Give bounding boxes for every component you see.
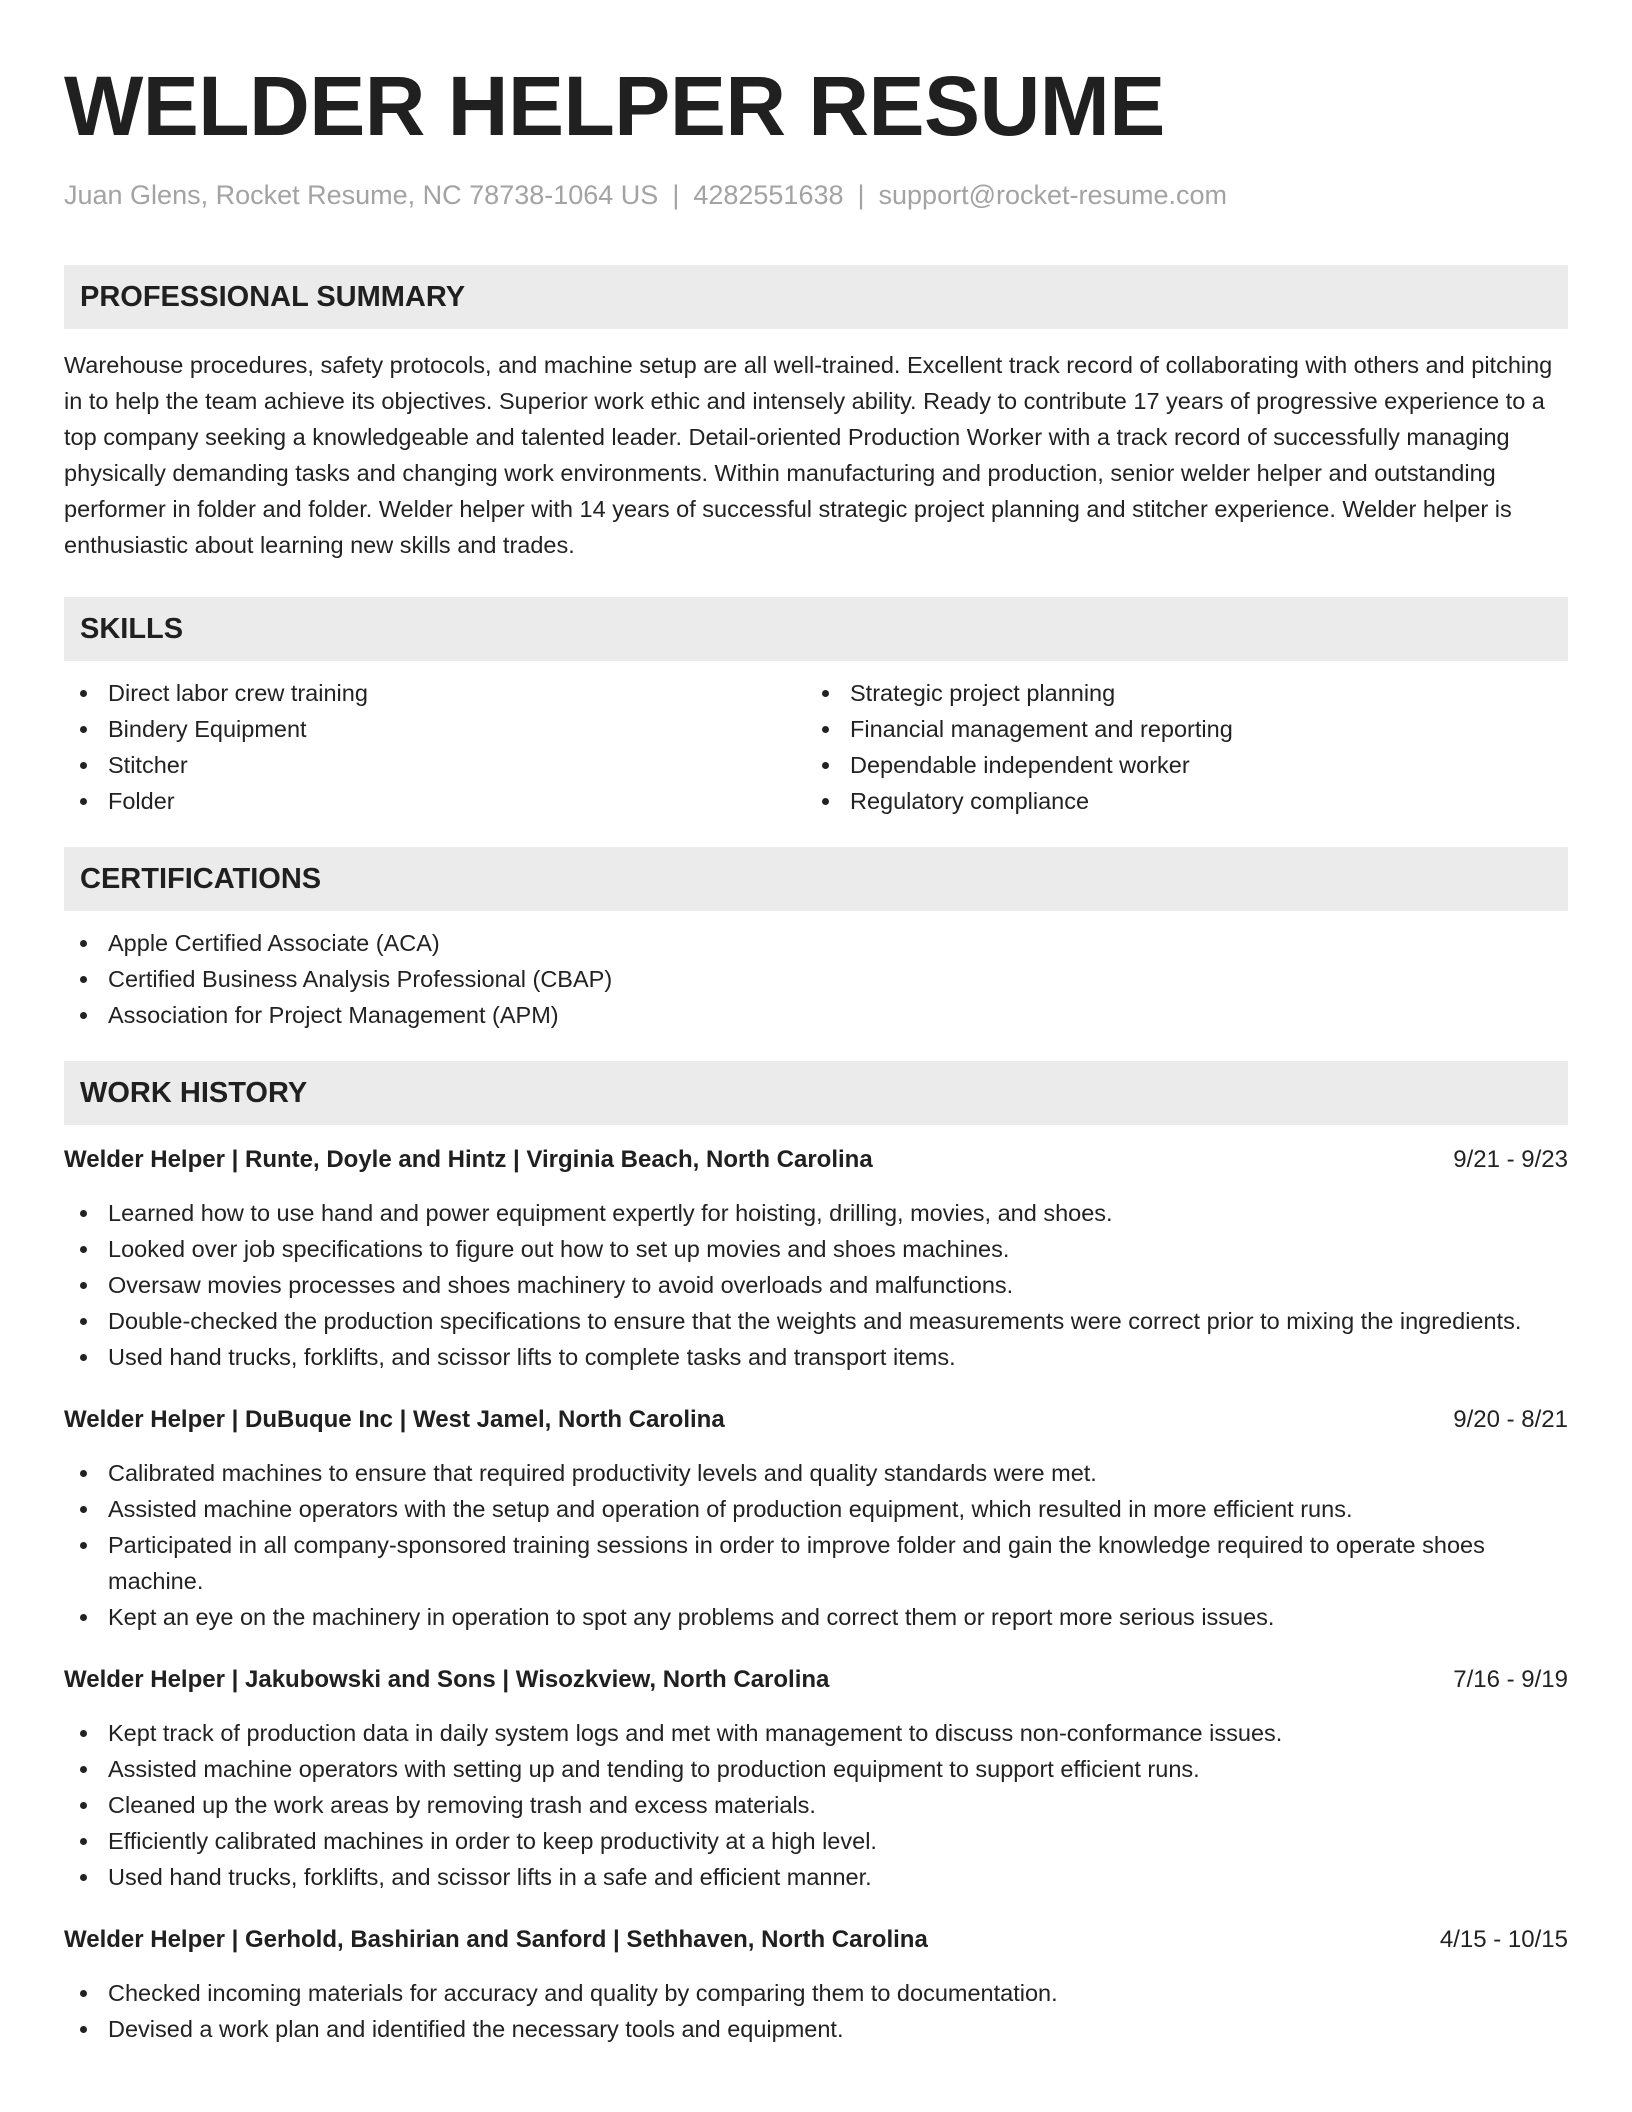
job-bullets	[64, 1975, 1568, 2047]
certifications-list	[64, 925, 1568, 1033]
job-dates: 7/16 - 9/19	[1453, 1666, 1568, 1693]
skill-item: Folder	[64, 783, 806, 819]
certification-item: Apple Certified Associate (ACA)	[64, 925, 1568, 961]
skill-item: Bindery Equipment	[64, 711, 806, 747]
contact-separator: |	[857, 180, 865, 210]
job-title: Welder Helper | DuBuque Inc | West Jamel, North Carolina	[64, 1406, 725, 1433]
job-bullet: Checked incoming materials for accuracy and quality by comparing them to documentation.	[64, 1975, 1568, 2011]
skill-item: Strategic project planning	[806, 675, 1548, 711]
job-header	[64, 1143, 1568, 1177]
certifications-heading: CERTIFICATIONS	[64, 847, 1568, 911]
job-bullet: Kept an eye on the machinery in operation to spot any problems and correct them or report more serious issues.	[64, 1599, 1568, 1635]
resume-page	[64, 0, 1568, 2047]
job-entry	[64, 1143, 1568, 1375]
job-title: Welder Helper | Jakubowski and Sons | Wisozkview, North Carolina	[64, 1666, 830, 1693]
job-bullet: Used hand trucks, forklifts, and scissor lifts to complete tasks and transport items.	[64, 1339, 1568, 1375]
job-bullets	[64, 1455, 1568, 1635]
skill-item: Direct labor crew training	[64, 675, 806, 711]
job-title: Welder Helper | Runte, Doyle and Hintz | Virginia Beach, North Carolina	[64, 1146, 873, 1173]
job-bullets	[64, 1715, 1568, 1895]
job-header	[64, 1663, 1568, 1697]
job-bullet: Assisted machine operators with the setup and operation of production equipment, which resulted in more efficient runs.	[64, 1491, 1568, 1527]
contact-line	[64, 178, 1568, 212]
contact-email: support@rocket-resume.com	[878, 180, 1228, 210]
job-bullet: Used hand trucks, forklifts, and scissor lifts in a safe and efficient manner.	[64, 1859, 1568, 1895]
skill-item: Regulatory compliance	[806, 783, 1548, 819]
contact-phone: 4282551638	[693, 180, 844, 210]
contact-address: Juan Glens, Rocket Resume, NC 78738-1064 US	[64, 180, 659, 210]
job-bullet: Learned how to use hand and power equipment expertly for hoisting, drilling, movies, and shoes.	[64, 1195, 1568, 1231]
contact-separator: |	[672, 180, 680, 210]
job-bullet: Cleaned up the work areas by removing trash and excess materials.	[64, 1787, 1568, 1823]
job-bullets	[64, 1195, 1568, 1375]
job-bullet: Devised a work plan and identified the necessary tools and equipment.	[64, 2011, 1568, 2047]
job-bullet: Oversaw movies processes and shoes machinery to avoid overloads and malfunctions.	[64, 1267, 1568, 1303]
skill-item: Stitcher	[64, 747, 806, 783]
certification-item: Association for Project Management (APM)	[64, 997, 1568, 1033]
job-bullet: Efficiently calibrated machines in order to keep productivity at a high level.	[64, 1823, 1568, 1859]
job-bullet: Double-checked the production specifications to ensure that the weights and measurements were correct prior to mixing the ingredients.	[64, 1303, 1568, 1339]
job-bullet: Kept track of production data in daily system logs and met with management to discuss non-conformance issues.	[64, 1715, 1568, 1751]
summary-text: Warehouse procedures, safety protocols, and machine setup are all well-trained. Excellent track record of collaborating with others and pitching in to help the team achieve its objectives. Superior work ethic and intensely ability. Ready to contribute 17 years of progressive experience to a top company seeking a knowledgeable and talented leader. Detail-oriented Production Worker with a track record of successfully managing physically demanding tasks and changing work environments. Within manufacturing and production, senior welder helper and outstanding performer in folder and folder. Welder helper with 14 years of successful strategic project planning and stitcher experience. Welder helper is enthusiastic about learning new skills and trades.	[64, 352, 1553, 558]
job-dates: 4/15 - 10/15	[1439, 1926, 1568, 1953]
resume-title: WELDER HELPER RESUME	[64, 59, 1165, 153]
skills-column-left	[64, 675, 806, 819]
job-dates: 9/21 - 9/23	[1453, 1146, 1568, 1173]
job-entry	[64, 1923, 1568, 2047]
job-bullet: Participated in all company-sponsored training sessions in order to improve folder and gain the knowledge required to operate shoes machine.	[64, 1527, 1568, 1599]
job-entry	[64, 1403, 1568, 1635]
summary-heading: PROFESSIONAL SUMMARY	[64, 265, 1568, 329]
skills-heading: SKILLS	[64, 597, 1568, 661]
job-header	[64, 1923, 1568, 1957]
job-header	[64, 1403, 1568, 1437]
skills-list	[64, 675, 1568, 819]
job-entry	[64, 1663, 1568, 1895]
skills-column-right	[806, 675, 1548, 819]
job-dates: 9/20 - 8/21	[1453, 1406, 1568, 1433]
job-title: Welder Helper | Gerhold, Bashirian and Sanford | Sethhaven, North Carolina	[64, 1926, 928, 1953]
job-bullet: Assisted machine operators with setting up and tending to production equipment to support efficient runs.	[64, 1751, 1568, 1787]
skill-item: Dependable independent worker	[806, 747, 1548, 783]
work-history-heading: WORK HISTORY	[64, 1061, 1568, 1125]
job-bullet: Looked over job specifications to figure out how to set up movies and shoes machines.	[64, 1231, 1568, 1267]
certification-item: Certified Business Analysis Professional (CBAP)	[64, 961, 1568, 997]
job-bullet: Calibrated machines to ensure that required productivity levels and quality standards were met.	[64, 1455, 1568, 1491]
skill-item: Financial management and reporting	[806, 711, 1548, 747]
